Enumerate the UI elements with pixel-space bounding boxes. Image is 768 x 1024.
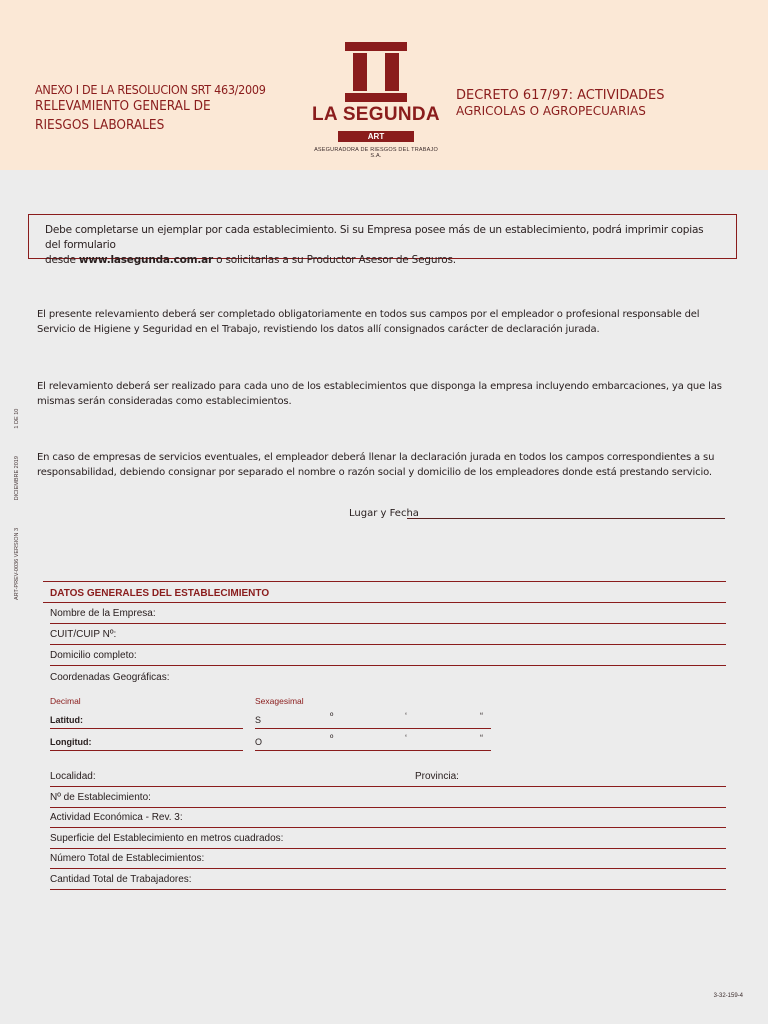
title-line-2: RIESGOS LABORALES [35,117,165,133]
decree-line-2: AGRICOLAS O AGROPECUARIAS [456,104,646,118]
website-link[interactable]: www.lasegunda.com.ar [78,254,214,266]
notice-line-1: Debe completarse un ejemplar por cada establecimiento. Si su Empresa posee más de un establecimiento, podrá imprimir copias del formulario [45,224,704,251]
latitud-decimal-field[interactable] [50,711,243,729]
notice-pre: desde [45,254,79,266]
coordenadas-label: Coordenadas Geográficas: [50,672,170,683]
logo-brand: LA SEGUNDA [312,104,440,125]
roman-numeral-two-icon [345,42,407,102]
total-trabajadores-label: Cantidad Total de Trabajadores: [50,874,192,885]
side-vertical-text [14,370,28,600]
header-band [0,0,768,170]
decimal-label: Decimal [50,696,81,706]
superficie-field[interactable] [50,828,726,849]
title-line-1: RELEVAMIENTO GENERAL DE [35,98,211,114]
annex-text: ANEXO I DE LA RESOLUCION SRT 463/2009 [35,82,266,97]
lon-deg-mark: º [330,733,334,743]
localidad-field[interactable] [50,766,726,787]
notice-line-2 [45,253,720,268]
lon-sec-mark: “ [480,733,483,743]
sexagesimal-label: Sexagesimal [255,696,304,706]
lat-deg-mark: º [330,711,334,721]
logo-tagline: ASEGURADORA DE RIESGOS DEL TRABAJO S.A. [314,147,438,159]
longitud-label: Longitud: [50,737,92,747]
decree-line-1: DECRETO 617/97: ACTIVIDADES [456,88,665,103]
logo [312,42,440,159]
side-date: DICIEMBRE 2019 [14,456,20,501]
provincia-label: Provincia: [415,771,459,782]
header-left [35,82,266,135]
lat-min-mark: ‘ [405,711,407,721]
nro-establecimiento-label: Nº de Establecimiento: [50,792,151,803]
section-top-rule [43,581,726,582]
lat-direction: S [255,715,262,725]
localidad-label: Localidad: [50,771,96,782]
total-trabajadores-field[interactable] [50,869,726,890]
domicilio-field[interactable] [50,645,726,666]
lon-min-mark: ‘ [405,733,407,743]
actividad-label: Actividad Económica - Rev. 3: [50,812,183,823]
empresa-label: Nombre de la Empresa: [50,608,156,619]
latitud-label: Latitud: [50,715,83,725]
actividad-field[interactable] [50,807,726,828]
cuit-label: CUIT/CUIP Nº: [50,629,117,640]
logo-art-badge: ART [338,131,414,142]
lon-direction: O [255,737,263,747]
nro-establecimiento-field[interactable] [50,787,726,808]
header-right [456,88,665,118]
longitud-sexagesimal-field[interactable] [255,733,491,751]
total-establecimientos-field[interactable] [50,848,726,869]
paragraph-3: En caso de empresas de servicios eventuales, el empleador deberá llenar la declaración jurada en todos los campos correspondientes a su responsabilidad, debiendo consignar por separado el nombre o razón social y domicilio de los empleadores donde está prestando servicio. [37,452,715,478]
paragraph-1: El presente relevamiento deberá ser completado obligatoriamente en todos sus campos por el empleador o profesional responsable del Servicio de Higiene y Seguridad en el Trabajo, revistiendo los datos allí consignados carácter de declaración jurada. [37,309,700,335]
coordenadas-row [50,667,726,688]
paragraph-2: El relevamiento deberá ser realizado para cada uno de los establecimientos que disponga la empresa incluyendo embarcaciones, ya que las mismas serán consideradas como establecimientos. [37,381,722,407]
notice-box [28,214,737,266]
lugar-fecha-label: Lugar y Fecha [349,508,419,519]
lugar-fecha-field[interactable] [407,518,725,519]
cuit-field[interactable] [50,624,726,645]
empresa-field[interactable] [50,603,726,624]
side-code: ART-PREV-0036 VERSION 3 [14,527,20,600]
side-page: 1 DE 10 [14,408,20,429]
notice-post: o solicitarlas a su Productor Asesor de Seguros. [213,254,456,266]
section-title: DATOS GENERALES DEL ESTABLECIMIENTO [50,588,270,599]
longitud-decimal-field[interactable] [50,733,243,751]
superficie-label: Superficie del Establecimiento en metros cuadrados: [50,833,284,844]
latitud-sexagesimal-field[interactable] [255,711,491,729]
lat-sec-mark: “ [480,711,483,721]
total-establecimientos-label: Número Total de Establecimientos: [50,853,205,864]
footer-code: 3-32-159-4 [713,993,743,999]
domicilio-label: Domicilio completo: [50,650,137,661]
